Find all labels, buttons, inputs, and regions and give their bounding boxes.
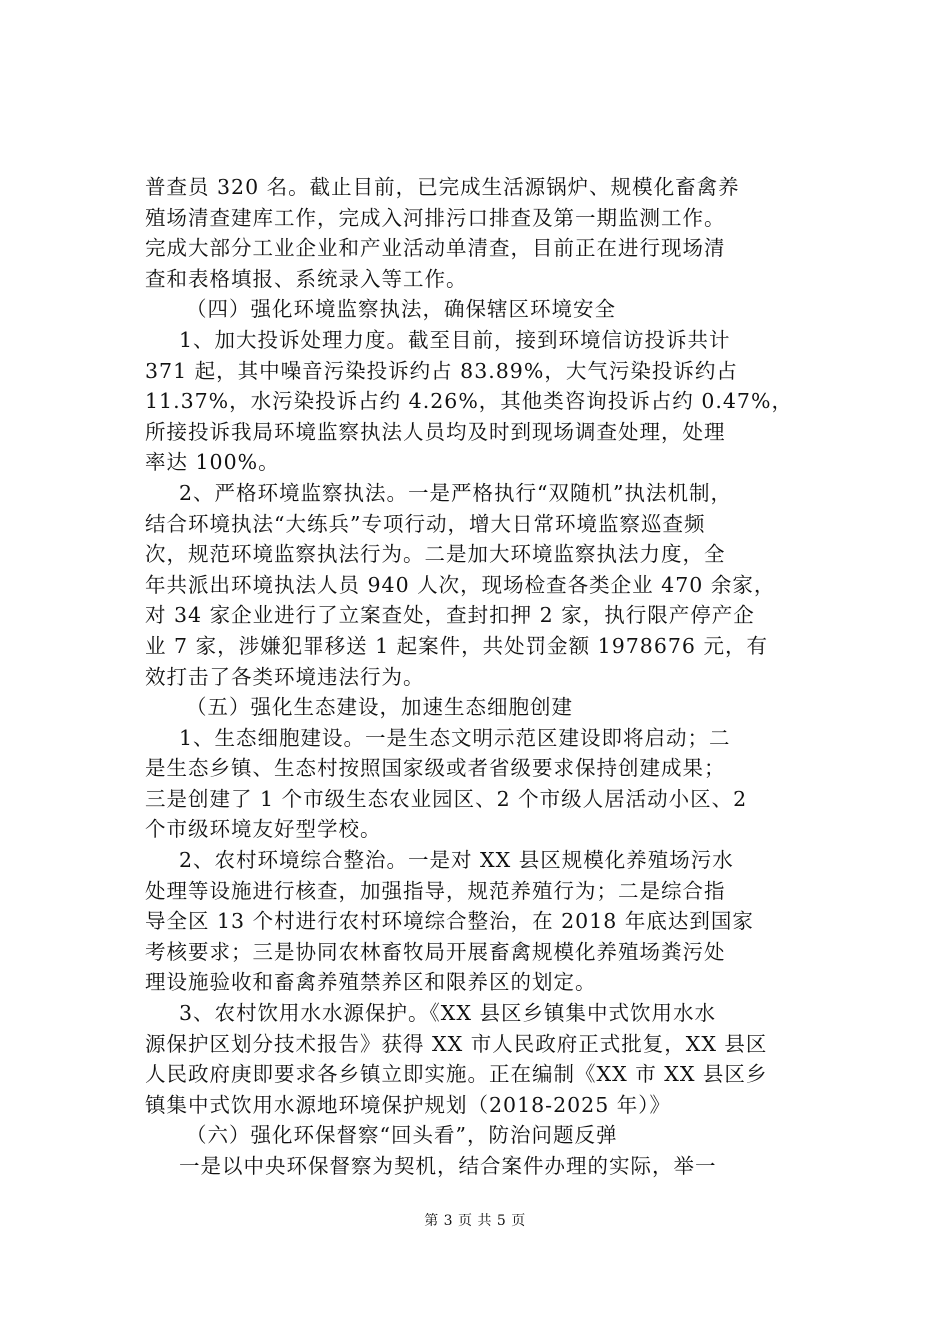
text-line: 个市级环境友好型学校。 [145,817,382,842]
text-line: 一是以中央环保督察为契机，结合案件办理的实际，举一 [179,1154,717,1178]
text-line: 导全区 13 个村进行农村环境综合整治，在 2018 年底达到国家 [145,909,754,934]
section-heading: （六）强化环保督察“回头看”，防治问题反弹 [186,1123,618,1148]
text-line: 效打击了各类环境违法行为。 [145,664,425,689]
text-line: 2、农村环境综合整治。一是对 XX 县区规模化养殖场污水 [179,848,734,873]
text-line: 理设施验收和畜禽养殖禁养区和限养区的划定。 [145,970,597,995]
text-line: 次，规范环境监察执法行为。二是加大环境监察执法力度，全 [145,542,726,567]
text-line: 普查员 320 名。截止目前，已完成生活源锅炉、规模化畜禽养 [145,175,740,199]
text-line: 结合环境执法“大练兵”专项行动，增大日常环境监察巡查频 [145,511,706,536]
text-line: 1、加大投诉处理力度。截至目前，接到环境信访投诉共计 [179,327,731,352]
text-line: 三是创建了 1 个市级生态农业园区、2 个市级人居活动小区、2 [145,786,748,811]
text-line: 完成大部分工业企业和产业活动单清查，目前正在进行现场清 [145,236,726,261]
text-line: 查和表格填报、系统录入等工作。 [145,266,468,291]
text-line: 2、严格环境监察执法。一是严格执行“双随机”执法机制， [179,480,733,505]
text-line: 1、生态细胞建设。一是生态文明示范区建设即将启动；二 [179,725,731,750]
page-footer: 第 3 页 共 5 页 [424,1213,526,1229]
text-line: 3、农村饮用水水源保护。《XX 县区乡镇集中式饮用水水 [179,1001,716,1026]
text-line: 考核要求；三是协同农林畜牧局开展畜禽规模化养殖场粪污处 [145,939,726,964]
text-line: 源保护区划分技术报告》获得 XX 市人民政府正式批复，XX 县区 [145,1031,768,1056]
text-line: 人民政府庚即要求各乡镇立即实施。正在编制《XX 市 XX 县区乡 [145,1062,768,1087]
text-line: 镇集中式饮用水源地环境保护规划（2018-2025 年）》 [145,1092,672,1117]
text-line: 年共派出环境执法人员 940 人次，现场检查各类企业 470 余家， [145,572,776,597]
text-line: 是生态乡镇、生态村按照国家级或者省级要求保持创建成果； [145,756,726,781]
text-line: 殖场清查建库工作，完成入河排污口排查及第一期监测工作。 [145,205,726,230]
text-line: 对 34 家企业进行了立案查处，查封扣押 2 家，执行限产停产企 [145,603,755,628]
text-line: 处理等设施进行核查，加强指导，规范养殖行为；二是综合指 [145,878,726,903]
section-heading: （五）强化生态建设，加速生态细胞创建 [186,695,573,720]
text-line: 业 7 家，涉嫌犯罪移送 1 起案件，共处罚金额 1978676 元，有 [145,633,768,658]
body-text [145,172,830,1182]
text-line: 11.37%，水污染投诉占约 4.26%，其他类咨询投诉占约 0.47%， [145,389,793,414]
text-line: 率达 100%。 [145,450,280,475]
text-line: 所接投诉我局环境监察执法人员均及时到现场调查处理，处理 [145,419,726,444]
section-heading: （四）强化环境监察执法，确保辖区环境安全 [186,297,616,322]
text-line: 371 起，其中噪音污染投诉约占 83.89%，大气污染投诉约占 [145,358,738,383]
